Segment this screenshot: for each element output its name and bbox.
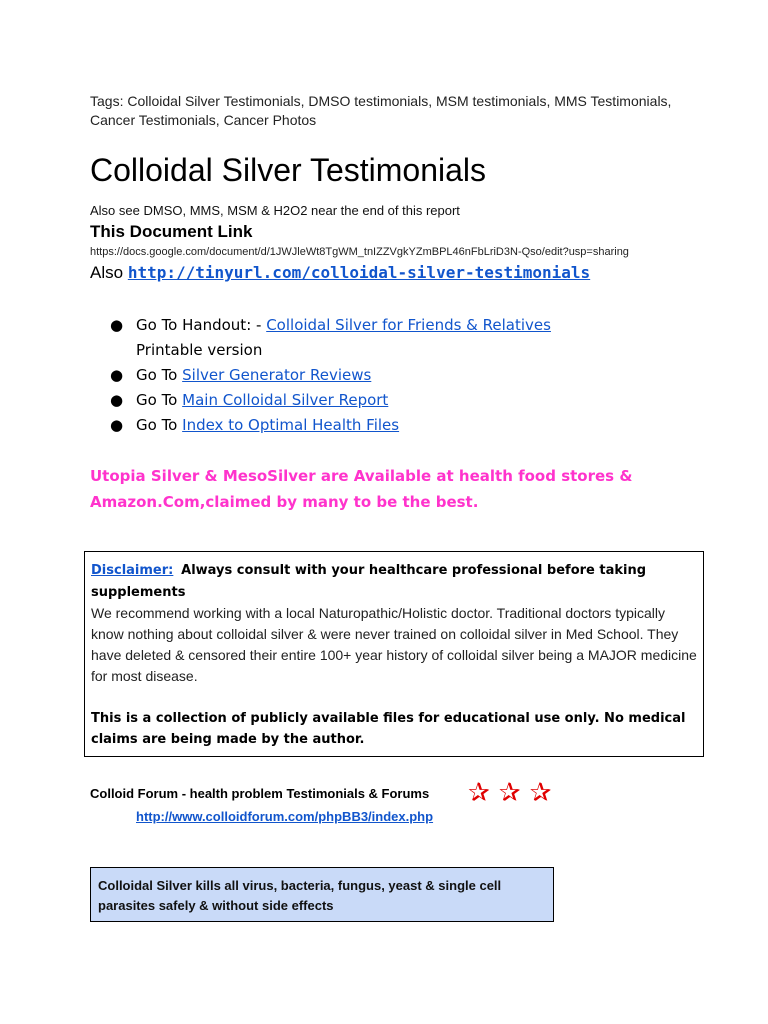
- utopia-notice: Utopia Silver & MesoSilver are Available at health food stores & Amazon.Com,claimed by many to be the best.: [90, 467, 633, 511]
- handout-link[interactable]: Colloidal Silver for Friends & Relatives: [266, 316, 551, 334]
- tinyurl-link[interactable]: http://tinyurl.com/colloidal-silver-testimonials: [127, 263, 591, 282]
- health-index-link[interactable]: Index to Optimal Health Files: [182, 416, 400, 434]
- disclaimer-note: This is a collection of publicly available files for educational use only. No medical claims are being made by the author.: [91, 711, 686, 747]
- list-item: [110, 363, 670, 388]
- disclaimer-headline: Always consult with your healthcare professional before taking supplements: [91, 563, 647, 600]
- bullet-prefix: Go To Handout: -: [136, 316, 267, 334]
- page-title: Colloidal Silver Testimonials: [90, 152, 487, 188]
- main-report-link[interactable]: Main Colloidal Silver Report: [182, 391, 389, 409]
- disclaimer-body: We recommend working with a local Naturopathic/Holistic doctor. Traditional doctors typically know nothing about colloidal silver & were never trained on colloidal silver in Med School. They have deleted & censored their entire 100+ year history of colloidal silver being a MAJOR medicine for most disease.: [91, 605, 697, 684]
- bullet-icon: ●: [110, 366, 124, 384]
- disclaimer-box: [84, 551, 704, 757]
- generator-reviews-link[interactable]: Silver Generator Reviews: [182, 366, 372, 384]
- bullet-icon: ●: [110, 416, 124, 434]
- bullet-list: [110, 313, 670, 438]
- also-see-note: Also see DMSO, MMS, MSM & H2O2 near the end of this report: [90, 203, 460, 218]
- also-prefix: Also: [90, 263, 124, 282]
- list-item: [110, 388, 670, 413]
- forum-title: Colloid Forum - health problem Testimonials & Forums: [90, 786, 430, 801]
- disclaimer-link[interactable]: Disclaimer:: [91, 563, 174, 578]
- highlight-box: Colloidal Silver kills all virus, bacteria, fungus, yeast & single cell parasites safely & without side effects: [90, 867, 554, 922]
- bullet-suffix: Printable version: [136, 341, 263, 359]
- bullet-prefix: Go To: [136, 416, 183, 434]
- star-icons: ✰✰✰: [468, 777, 561, 807]
- bullet-icon: ●: [110, 316, 124, 334]
- document-link-heading: This Document Link: [90, 222, 253, 241]
- bullet-prefix: Go To: [136, 391, 183, 409]
- bullet-icon: ●: [110, 391, 124, 409]
- document-url: https://docs.google.com/document/d/1JWJleWt8TgWM_tnIZZVgkYZmBPL46nFbLriD3N-Qso/edit?usp=sharing: [90, 246, 629, 258]
- tags-line: Tags: Colloidal Silver Testimonials, DMSO testimonials, MSM testimonials, MMS Testimonials, Cancer Testimonials, Cancer Photos: [90, 93, 672, 128]
- list-item: [110, 313, 670, 363]
- bullet-prefix: Go To: [136, 366, 183, 384]
- forum-link[interactable]: http://www.colloidforum.com/phpBB3/index.php: [136, 809, 434, 824]
- also-line: [90, 261, 590, 285]
- list-item: [110, 413, 670, 438]
